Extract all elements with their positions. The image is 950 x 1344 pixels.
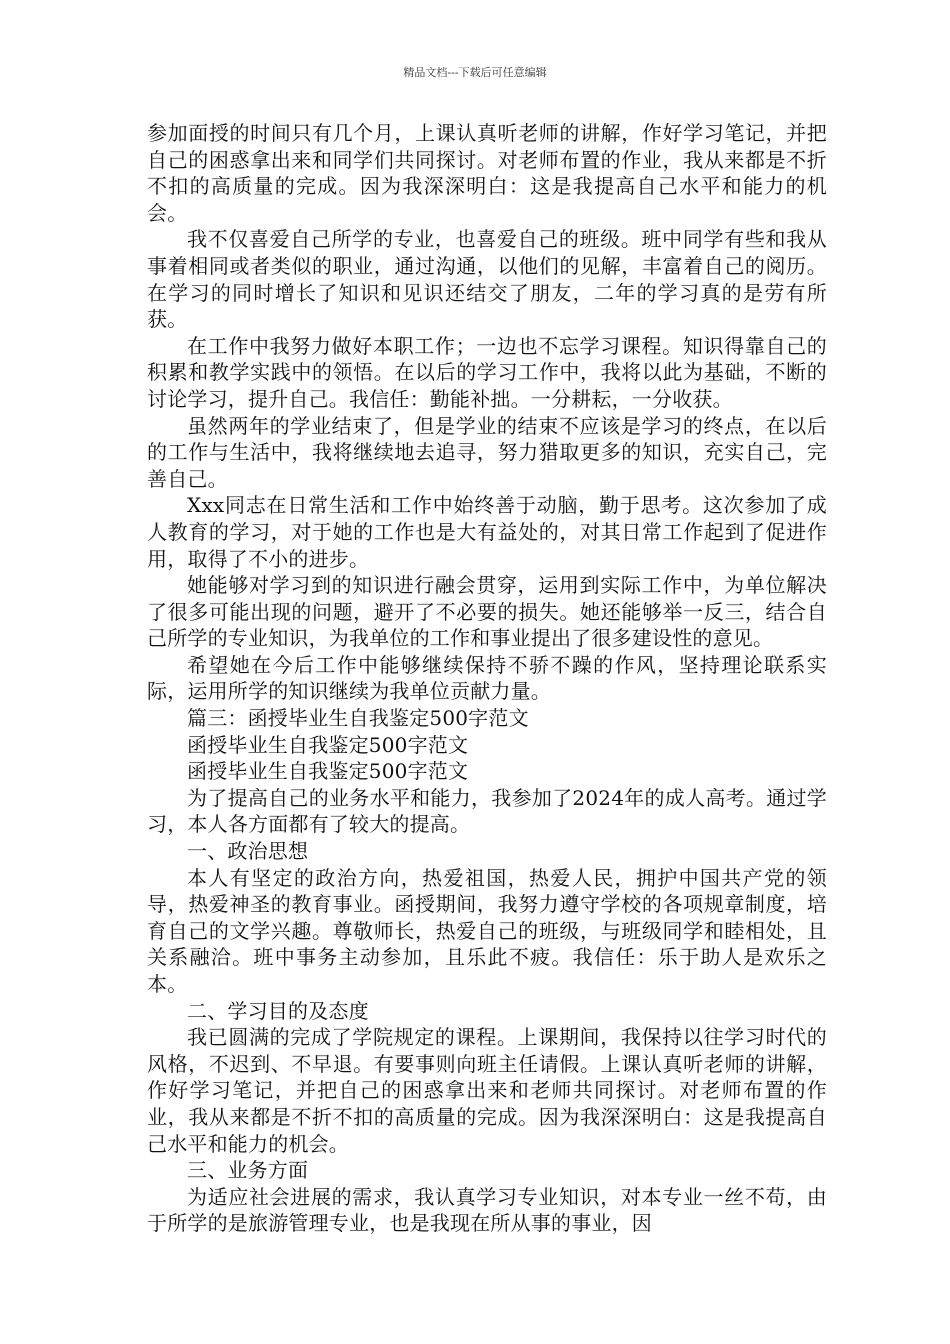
- paragraph: Xxx同志在日常生活和工作中始终善于动脑，勤于思考。这次参加了成人教育的学习，对于她的工作也是大有益处的，对其日常工作起到了促进作用，取得了不小的进步。: [147, 493, 827, 571]
- section-heading: 二、学习目的及态度: [187, 998, 369, 1023]
- paragraph: 虽然两年的学业结束了，但是学业的结束不应该是学习的终点，在以后的工作与生活中，我将继续地去追寻，努力猎取更多的知识，充实自己，完善自己。: [147, 413, 827, 491]
- section-heading: 一、政治思想: [187, 839, 309, 864]
- paragraph: 为了提高自己的业务水平和能力，我参加了2024年的成人高考。通过学习，本人各方面都有了较大的提高。: [147, 785, 827, 837]
- paragraph: 为适应社会进展的需求，我认真学习专业知识，对本专业一丝不苟，由于所学的是旅游管理专业，也是我现在所从事的事业，因: [147, 1184, 827, 1236]
- page-header: 精品文档---下载后可任意编辑: [403, 66, 547, 79]
- section-subtitle: 函授毕业生自我鉴定500字范文: [187, 732, 469, 757]
- paragraph: 我已圆满的完成了学院规定的课程。上课期间，我保持以往学习时代的风格，不迟到、不早退。有要事则向班主任请假。上课认真听老师的讲解，作好学习笔记，并把自己的困惑拿出来和老师共同探讨。对老师布置的作业，我从来都是不折不扣的高质量的完成。因为我深深明白：这是我提高自己水平和能力的机会。: [147, 1025, 827, 1156]
- section-subtitle: 函授毕业生自我鉴定500字范文: [187, 759, 469, 784]
- paragraph: 参加面授的时间只有几个月，上课认真听老师的讲解，作好学习笔记，并把自己的困惑拿出来和同学们共同探讨。对老师布置的作业，我从来都是不折不扣的高质量的完成。因为我深深明白：这是我提高自己水平和能力的机会。: [147, 121, 827, 225]
- paragraph: 在工作中我努力做好本职工作；一边也不忘学习课程。知识得靠自己的积累和教学实践中的领悟。在以后的学习工作中，我将以此为基础，不断的讨论学习，提升自己。我信任：勤能补拙。一分耕耘，一分收获。: [147, 333, 827, 411]
- paragraph: 我不仅喜爱自己所学的专业，也喜爱自己的班级。班中同学有些和我从事着相同或者类似的职业，通过沟通，以他们的见解，丰富着自己的阅历。在学习的同时增长了知识和见识还结交了朋友，二年的学习真的是劳有所获。: [147, 227, 827, 332]
- section-title: 篇三：函授毕业生自我鉴定500字范文: [187, 706, 529, 731]
- paragraph: 本人有坚定的政治方向，热爱祖国，热爱人民，拥护中国共产党的领导，热爱神圣的教育事业。函授期间，我努力遵守学校的各项规章制度，培育自己的文学兴趣。尊敬师长，热爱自己的班级，与班级同学和睦相处，且关系融洽。班中事务主动参加，且乐此不疲。我信任：乐于助人是欢乐之本。: [147, 865, 827, 996]
- section-heading: 三、业务方面: [187, 1158, 309, 1183]
- paragraph: 希望她在今后工作中能够继续保持不骄不躁的作风，坚持理论联系实际，运用所学的知识继续为我单位贡献力量。: [147, 652, 827, 704]
- paragraph: 她能够对学习到的知识进行融会贯穿，运用到实际工作中，为单位解决了很多可能出现的问题，避开了不必要的损失。她还能够举一反三，结合自己所学的专业知识，为我单位的工作和事业提出了很多建设性的意见。: [147, 573, 827, 651]
- document-body: [147, 120, 827, 1237]
